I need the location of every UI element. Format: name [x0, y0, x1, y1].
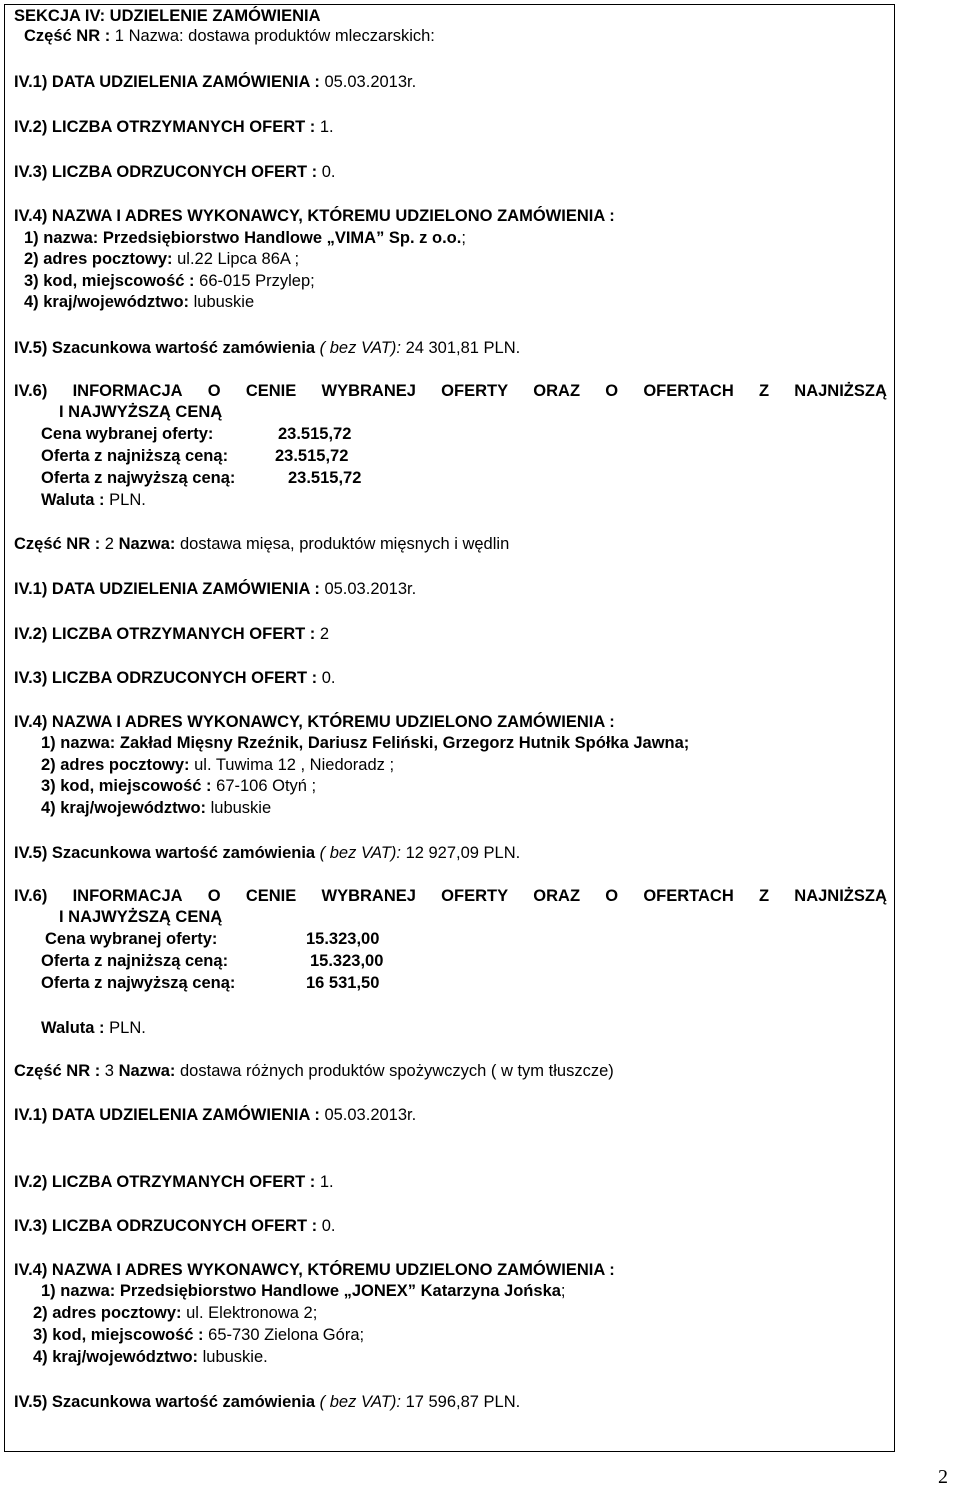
part-2-currency: Waluta : PLN. [41, 1019, 146, 1037]
part-3-heading: Część NR : 3 Nazwa: dostawa różnych produktów spożywczych ( w tym tłuszcze) [14, 1062, 614, 1080]
part-2-iv6-title-cont: I NAJWYŻSZĄ CENĄ [59, 908, 223, 926]
part-1-iv4-title: IV.4) NAZWA I ADRES WYKONAWCY, KTÓREMU UDZIELONO ZAMÓWIENIA : [14, 207, 615, 225]
part-2-iv3: IV.3) LICZBA ODRZUCONYCH OFERT : 0. [14, 669, 336, 687]
part-1-price-highest-label: Oferta z najwyższą ceną: [41, 469, 236, 487]
part-2-iv4-title: IV.4) NAZWA I ADRES WYKONAWCY, KTÓREMU UDZIELONO ZAMÓWIENIA : [14, 713, 615, 731]
part-1-region: 4) kraj/województwo: lubuskie [24, 293, 255, 311]
part-2-iv6-title: IV.6) INFORMACJA O CENIE WYBRANEJ OFERTY ORAZ O OFERTACH Z NAJNIŻSZĄ [14, 887, 887, 905]
page-number: 2 [938, 1466, 948, 1488]
part-1-iv5: IV.5) Szacunkowa wartość zamówienia ( bez VAT): 24 301,81 PLN. [14, 339, 521, 357]
part-1-price-selected-label: Cena wybranej oferty: [41, 425, 214, 443]
part-3-address: 2) adres pocztowy: ul. Elektronowa 2; [33, 1304, 318, 1322]
part-1-heading: Część NR : 1 Nazwa: dostawa produktów mleczarskich: [24, 27, 435, 45]
part-3-iv4-title: IV.4) NAZWA I ADRES WYKONAWCY, KTÓREMU UDZIELONO ZAMÓWIENIA : [14, 1261, 615, 1279]
part-1-iv3: IV.3) LICZBA ODRZUCONYCH OFERT : 0. [14, 163, 336, 181]
part-2-price-highest: 16 531,50 [306, 974, 380, 992]
part-1-iv6-title: IV.6) INFORMACJA O CENIE WYBRANEJ OFERTY ORAZ O OFERTACH Z NAJNIŻSZĄ [14, 382, 887, 400]
part-1-price-lowest: 23.515,72 [275, 447, 349, 465]
part-3-iv3: IV.3) LICZBA ODRZUCONYCH OFERT : 0. [14, 1217, 336, 1235]
section-title: SEKCJA IV: UDZIELENIE ZAMÓWIENIA [14, 7, 321, 25]
part-3-contractor-name: 1) nazwa: Przedsiębiorstwo Handlowe „JONEX” Katarzyna Jońska; [41, 1282, 566, 1300]
part-1-price-lowest-label: Oferta z najniższą ceną: [41, 447, 229, 465]
part-2-price-lowest-label: Oferta z najniższą ceną: [41, 952, 229, 970]
part-2-price-lowest: 15.323,00 [310, 952, 384, 970]
part-1-address: 2) adres pocztowy: ul.22 Lipca 86A ; [24, 250, 300, 268]
part-3-region: 4) kraj/województwo: lubuskie. [33, 1348, 268, 1366]
part-3-city: 3) kod, miejscowość : 65-730 Zielona Góra; [33, 1326, 365, 1344]
part-3-iv1: IV.1) DATA UDZIELENIA ZAMÓWIENIA : 05.03.2013r. [14, 1106, 417, 1124]
part-2-iv2: IV.2) LICZBA OTRZYMANYCH OFERT : 2 [14, 625, 330, 643]
part-2-iv5: IV.5) Szacunkowa wartość zamówienia ( bez VAT): 12 927,09 PLN. [14, 844, 521, 862]
part-1-currency: Waluta : PLN. [41, 491, 146, 509]
part-3-iv5: IV.5) Szacunkowa wartość zamówienia ( bez VAT): 17 596,87 PLN. [14, 1393, 521, 1411]
part-2-contractor-name: 1) nazwa: Zakład Mięsny Rzeźnik, Dariusz Feliński, Grzegorz Hutnik Spółka Jawna; [41, 734, 690, 752]
part-1-contractor-name: 1) nazwa: Przedsiębiorstwo Handlowe „VIMA” Sp. z o.o.; [24, 229, 466, 247]
part-1-city: 3) kod, miejscowość : 66-015 Przylep; [24, 272, 315, 290]
part-2-price-highest-label: Oferta z najwyższą ceną: [41, 974, 236, 992]
part-2-city: 3) kod, miejscowość : 67-106 Otyń ; [41, 777, 317, 795]
part-1-iv2: IV.2) LICZBA OTRZYMANYCH OFERT : 1. [14, 118, 334, 136]
part-2-region: 4) kraj/województwo: lubuskie [41, 799, 272, 817]
part-2-heading: Część NR : 2 Nazwa: dostawa mięsa, produktów mięsnych i wędlin [14, 535, 510, 553]
part-1-price-selected: 23.515,72 [278, 425, 352, 443]
part-2-iv1: IV.1) DATA UDZIELENIA ZAMÓWIENIA : 05.03.2013r. [14, 580, 417, 598]
part-3-iv2: IV.2) LICZBA OTRZYMANYCH OFERT : 1. [14, 1173, 334, 1191]
part-2-price-selected: 15.323,00 [306, 930, 380, 948]
part-1-price-highest: 23.515,72 [288, 469, 362, 487]
part-2-price-selected-label: Cena wybranej oferty: [45, 930, 218, 948]
part-1-iv6-title-cont: I NAJWYŻSZĄ CENĄ [59, 403, 223, 421]
part-1-iv1: IV.1) DATA UDZIELENIA ZAMÓWIENIA : 05.03.2013r. [14, 73, 417, 91]
part-2-address: 2) adres pocztowy: ul. Tuwima 12 , Niedoradz ; [41, 756, 395, 774]
